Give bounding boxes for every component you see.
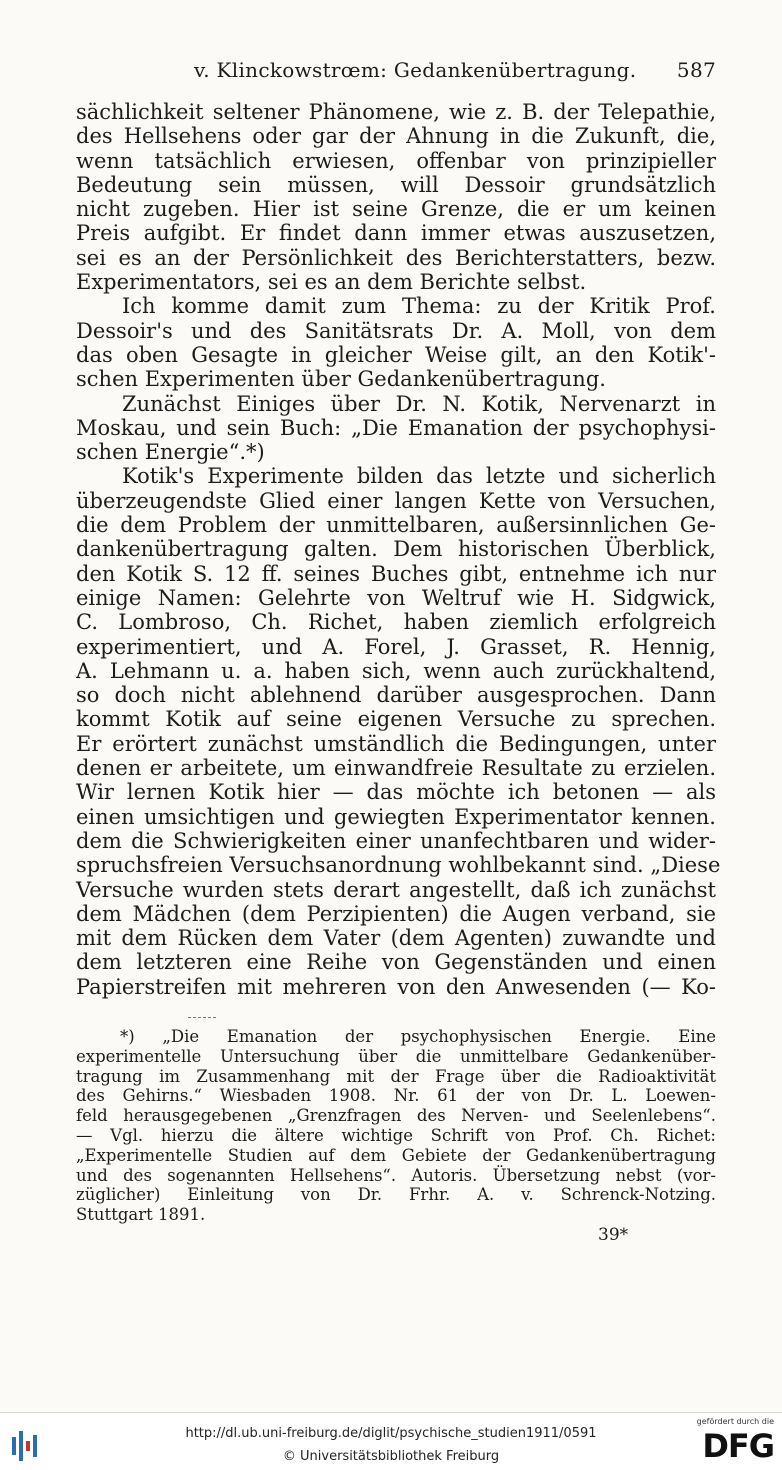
page-number: 587 [676,58,716,82]
body-text-line: überzeugendste Glied einer langen Kette von Versuchen, [76,488,716,513]
footnote-line: „Experimentelle Studien auf dem Gebiete der Gedankenübertragung [76,1145,716,1165]
body-text-line: des Hellsehens oder gar der Ahnung in die Zukunft, die, [76,124,716,149]
running-head-title: v. Klinckowstrœm: Gedankenübertragung. [194,58,637,82]
body-text-line: Er erörtert zunächst umständlich die Bedingungen, unter [76,731,716,756]
body-text-line: Zunächst Einiges über Dr. N. Kotik, Nervenarzt in [122,391,716,416]
body-text-line: Dessoir's und des Sanitätsrats Dr. A. Moll, von dem [76,318,716,343]
body-text-line: dem letzteren eine Reihe von Gegenständen und einen [76,950,716,975]
footnote-line: und des sogenannten Hellsehens“. Autoris. Übersetzung nebst (vor- [76,1165,716,1185]
dfg-tagline: gefördert durch die [696,1417,774,1426]
footnotes [76,1027,716,1225]
body-text [76,100,721,999]
document-url-link[interactable]: http://dl.ub.uni-freiburg.de/diglit/psychische_studien1911/0591 [185,1426,597,1441]
body-text-line: Experimentators, sei es an dem Berichte selbst. [76,270,587,295]
body-text-line: einige Namen: Gelehrte von Weltruf wie H. Sidgwick, [76,585,716,610]
footnote-line: tragung im Zusammenhang mit der Frage über die Radioaktivität [76,1066,716,1086]
footnote-line: feld herausgegebenen „Grenzfragen des Nerven- und Seelenlebens“. [76,1106,716,1126]
body-text-line: spruchsfreien Versuchsanordnung wohlbekannt sind. „Diese [76,853,721,878]
signature-mark: 39* [598,1225,629,1245]
body-text-line: mit dem Rücken dem Vater (dem Agenten) zuwandte und [76,926,716,951]
viewer-footer [0,1412,782,1470]
footnote-line: experimentelle Untersuchung über die unmittelbare Gedankenüber- [76,1046,716,1066]
body-text-line: Papierstreifen mit mehreren von den Anwesenden (— Ko- [76,974,716,999]
body-text-line: schen Energie“.*) [76,440,265,465]
body-text-line: nicht zugeben. Hier ist seine Grenze, die er um keinen [76,197,716,222]
body-text-line: dem Mädchen (dem Perzipienten) die Augen verband, sie [76,901,716,926]
body-text-line: A. Lehmann u. a. haben sich, wenn auch zurückhaltend, [76,658,716,683]
footnote-line: — Vgl. hierzu die ältere wichtige Schrift von Prof. Ch. Richet: [76,1125,716,1145]
running-head [76,58,716,86]
footnote-line: züglicher) Einleitung von Dr. Frhr. A. v. Schrenck-Notzing. [76,1185,716,1205]
body-text-line: kommt Kotik auf seine eigenen Versuche zu sprechen. [76,707,716,732]
body-text-line: einen umsichtigen und gewiegten Experimentator kennen. [76,804,716,829]
dfg-letters: DFG [702,1427,774,1465]
footnote-line: Stuttgart 1891. [76,1205,206,1225]
body-text-line: so doch nicht ablehnend darüber ausgesprochen. Dann [76,683,716,708]
body-text-line: das oben Gesagte in gleicher Weise gilt, an den Kotik'- [76,342,716,367]
footnote-line: des Gehirns.“ Wiesbaden 1908. Nr. 61 der von Dr. L. Loewen- [76,1086,716,1106]
body-text-line: Preis aufgibt. Er findet dann immer etwas auszusetzen, [76,221,716,246]
body-text-line: sei es an der Persönlichkeit des Berichterstatters, bezw. [76,245,716,270]
body-text-line: dem die Schwierigkeiten einer unanfechtbaren und wider- [76,828,716,853]
body-text-line: Kotik's Experimente bilden das letzte und sicherlich [122,464,716,489]
copyright-notice: © Universitätsbibliothek Freiburg [282,1449,500,1464]
body-text-line: Versuche wurden stets derart angestellt, daß ich zunächst [76,877,716,902]
body-text-line: denen er arbeitete, um einwandfreie Resultate zu erzielen. [76,756,716,781]
body-text-line: sächlichkeit seltener Phänomene, wie z. B. der Telepathie, [76,100,716,124]
body-text-line: C. Lombroso, Ch. Richet, haben ziemlich erfolgreich [76,610,716,635]
body-text-line: die dem Problem der unmittelbaren, außersinnlichen Ge- [76,513,716,538]
body-text-line: Moskau, und sein Buch: „Die Emanation der psychophysi- [76,415,716,440]
body-text-line: Ich komme damit zum Thema: zu der Kritik Prof. [122,294,716,319]
footnote-divider [188,1017,216,1018]
body-text-line: den Kotik S. 12 ff. seines Buches gibt, entnehme ich nur [76,561,716,586]
body-text-line: wenn tatsächlich erwiesen, offenbar von prinzipieller [76,148,716,173]
body-text-line: Bedeutung sein müssen, will Dessoir grundsätzlich [76,172,716,197]
body-text-line: dankenübertragung galten. Dem historischen Überblick, [76,537,716,562]
body-text-line: schen Experimenten über Gedankenübertragung. [76,367,606,392]
body-text-line: experimentiert, und A. Forel, J. Grasset, R. Hennig, [76,634,716,659]
footnote-line: *) „Die Emanation der psychophysischen Energie. Eine [120,1027,716,1046]
body-text-line: Wir lernen Kotik hier — das möchte ich betonen — als [76,780,716,805]
dfg-logo [690,1417,776,1467]
